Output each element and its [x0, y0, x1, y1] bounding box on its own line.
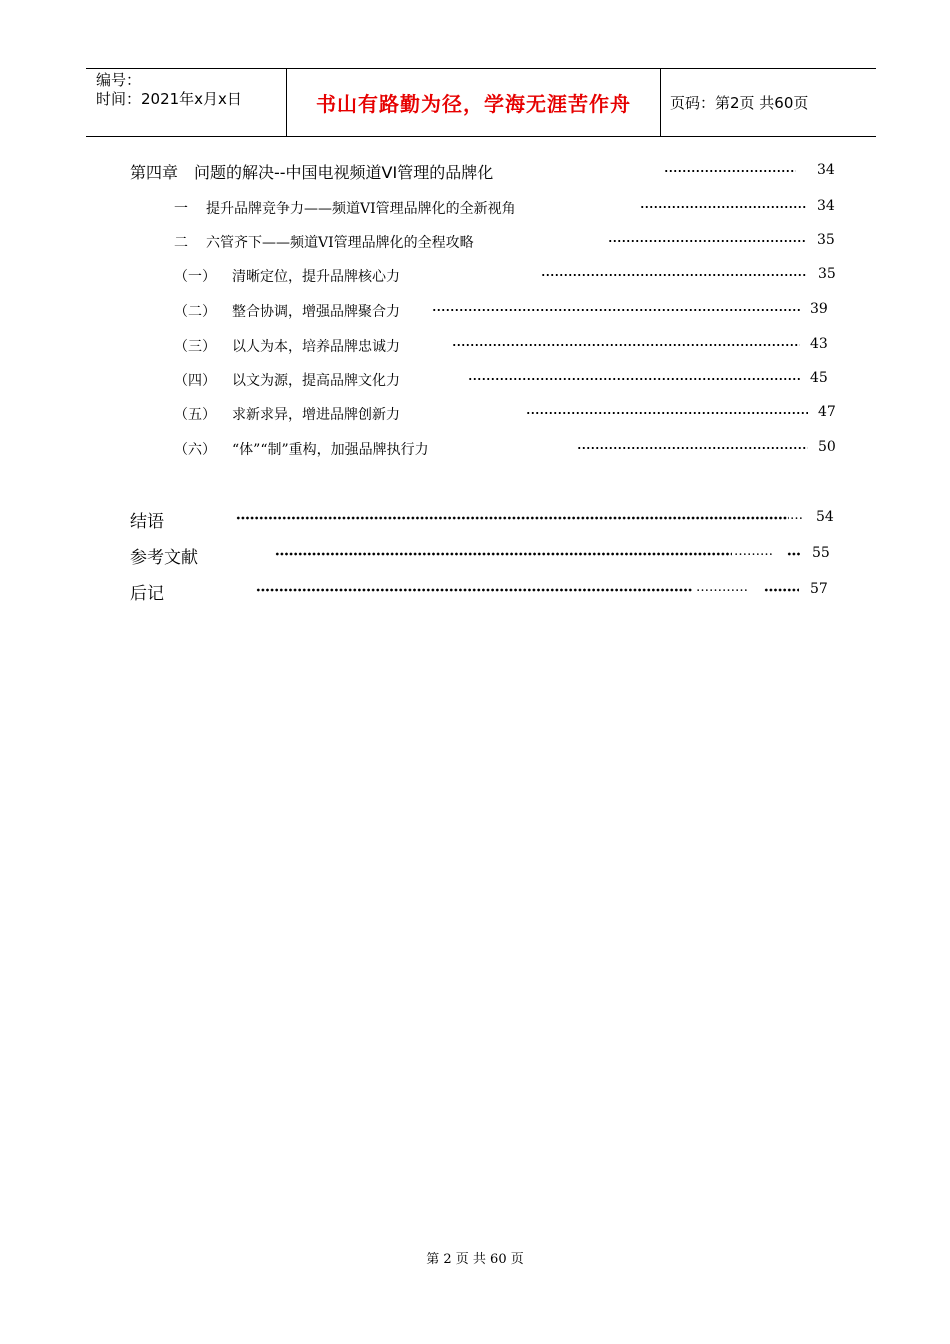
- toc-page-number: 47: [818, 404, 836, 420]
- toc-leader-suffix: ………: [734, 544, 773, 559]
- toc-backmatter[interactable]: [0, 507, 950, 533]
- toc-backmatter-title: 参考文献: [130, 548, 198, 568]
- toc-subsection[interactable]: [0, 336, 950, 362]
- toc-leader-dots: [256, 588, 693, 592]
- toc-subsection-number: （四）: [174, 373, 216, 389]
- toc-subsection[interactable]: [0, 266, 950, 292]
- toc-subsection-number: （二）: [174, 304, 216, 320]
- toc-page-number: 35: [818, 266, 836, 282]
- toc-leader-dots: [236, 516, 789, 520]
- toc-subsection-number: （一）: [174, 269, 216, 285]
- toc-section-number: 二: [174, 235, 188, 251]
- toc-backmatter-title: 后记: [130, 584, 164, 604]
- toc-page-number: 34: [817, 162, 835, 178]
- toc-subsection-title: 求新求异，增进品牌创新力: [232, 407, 400, 423]
- toc-subsection-number: （五）: [174, 407, 216, 423]
- toc-subsection-title: 以文为源，提高品牌文化力: [232, 373, 400, 389]
- toc-leader-dots: [577, 446, 808, 450]
- toc-backmatter[interactable]: [0, 543, 950, 569]
- toc-subsection-title: “体”“制”重构，加强品牌执行力: [232, 442, 429, 458]
- toc-page-number: 50: [818, 439, 836, 455]
- toc-page-number: 55: [812, 545, 830, 561]
- toc-leader-dots: [640, 205, 806, 209]
- toc-backmatter-title: 结语: [130, 512, 164, 532]
- toc-subsection-title: 清晰定位，提升品牌核心力: [232, 269, 400, 285]
- toc-leader-dots: [432, 308, 800, 312]
- toc-page-number: 35: [817, 232, 835, 248]
- toc-backmatter[interactable]: [0, 579, 950, 605]
- toc-section[interactable]: [0, 198, 950, 224]
- header-motto: 书山有路勤为径，学海无涯苦作舟: [287, 69, 661, 136]
- toc-subsection[interactable]: [0, 404, 950, 430]
- toc-leader-dots: [764, 588, 799, 592]
- toc-leader-suffix: …………: [696, 580, 748, 595]
- toc-section[interactable]: [0, 232, 950, 258]
- toc-leader-dots: [452, 343, 800, 347]
- toc-section-number: 一: [174, 201, 188, 217]
- toc-leader-dots: [526, 411, 808, 415]
- toc-leader-dots: [664, 169, 796, 173]
- toc-subsection-title: 整合协调，增强品牌聚合力: [232, 304, 400, 320]
- document-number-label: 编号：: [96, 71, 142, 89]
- toc-chapter-title: 第四章 问题的解决--中国电视频道VI管理的品牌化: [130, 163, 494, 182]
- toc-subsection[interactable]: [0, 439, 950, 465]
- toc-page-number: 54: [816, 509, 834, 525]
- toc-page-number: 43: [810, 336, 828, 352]
- toc-subsection[interactable]: [0, 301, 950, 327]
- toc-leader-suffix: …: [790, 508, 803, 523]
- document-time-label: 时间：2021年x月x日: [96, 90, 242, 108]
- toc-leader-dots: [468, 377, 800, 381]
- toc-leader-dots: [541, 273, 807, 277]
- toc-subsection-title: 以人为本，培养品牌忠诚力: [232, 339, 400, 355]
- toc-section-title: 六管齐下——频道VI管理品牌化的全程攻略: [206, 235, 474, 251]
- toc-subsection-number: （三）: [174, 339, 216, 355]
- toc-subsection-number: （六）: [174, 442, 216, 458]
- toc-chapter[interactable]: [0, 160, 950, 186]
- page-footer: 第 2 页 共 60 页: [426, 1252, 524, 1267]
- toc-page-number: 45: [810, 370, 828, 386]
- toc-leader-dots: [608, 239, 806, 243]
- toc-page-number: 34: [817, 198, 835, 214]
- toc-page-number: 39: [810, 301, 828, 317]
- page-header: [86, 68, 876, 137]
- header-meta: [86, 69, 287, 136]
- toc-leader-dots: [275, 552, 732, 556]
- toc-page-number: 57: [810, 581, 828, 597]
- toc-leader-dots: [787, 552, 801, 556]
- header-page-info: 页码：第2页 共60页: [670, 94, 809, 112]
- toc-section-title: 提升品牌竞争力——频道VI管理品牌化的全新视角: [206, 201, 516, 217]
- toc-subsection[interactable]: [0, 370, 950, 396]
